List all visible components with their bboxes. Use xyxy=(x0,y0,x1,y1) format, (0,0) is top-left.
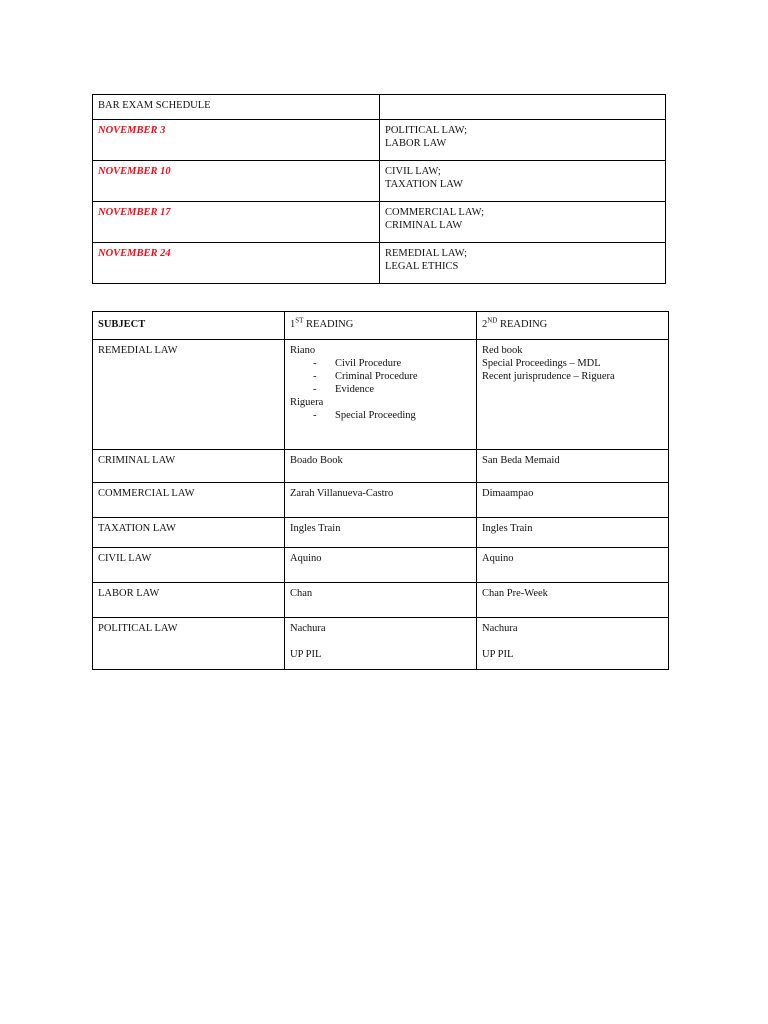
schedule-row xyxy=(93,120,666,161)
reading-item: Recent jurisprudence – Riguera xyxy=(482,371,615,382)
exam-subject: LABOR LAW xyxy=(385,138,447,149)
exam-date: NOVEMBER 24 xyxy=(98,248,171,259)
second-reading-cell xyxy=(477,618,669,670)
reading-item: UP PIL xyxy=(290,649,322,660)
schedule-header-empty-cell xyxy=(380,95,666,120)
topic-item: - Criminal Procedure xyxy=(313,371,418,382)
reading-item: UP PIL xyxy=(482,649,514,660)
subject-cell: POLITICAL LAW xyxy=(93,618,285,670)
reading-row-civil-law xyxy=(93,548,669,583)
exam-date: NOVEMBER 3 xyxy=(98,125,166,136)
reading-item: Special Proceedings – MDL xyxy=(482,358,601,369)
first-reading-cell: Boado Book xyxy=(285,450,477,483)
second-reading-cell: Dimaampao xyxy=(477,483,669,518)
reading-row-commercial-law xyxy=(93,483,669,518)
exam-date: NOVEMBER 17 xyxy=(98,207,171,218)
schedule-row xyxy=(93,161,666,202)
exam-subject: POLITICAL LAW; xyxy=(385,125,468,136)
exam-subject: CIVIL LAW; xyxy=(385,166,441,177)
reading-item: Nachura xyxy=(482,623,518,634)
reading-row-remedial-law xyxy=(93,340,669,450)
subject-cell: LABOR LAW xyxy=(93,583,285,618)
reading-row-political-law xyxy=(93,618,669,670)
schedule-header-row xyxy=(93,95,666,120)
reading-row-labor-law xyxy=(93,583,669,618)
second-reading-column-header: 2ND READING xyxy=(477,312,669,340)
subject-cell: CRIMINAL LAW xyxy=(93,450,285,483)
first-reading-cell: Ingles Train xyxy=(285,518,477,548)
exam-subject: CRIMINAL LAW xyxy=(385,220,463,231)
schedule-row xyxy=(93,202,666,243)
first-reading-cell: Zarah Villanueva-Castro xyxy=(285,483,477,518)
topic-list xyxy=(290,409,471,422)
topic-list xyxy=(290,357,471,396)
exam-subject: COMMERCIAL LAW; xyxy=(385,207,485,218)
subject-cell: TAXATION LAW xyxy=(93,518,285,548)
schedule-title: BAR EXAM SCHEDULE xyxy=(93,95,380,120)
first-reading-cell xyxy=(285,340,477,450)
author-name: Riguera xyxy=(290,397,324,408)
second-reading-cell xyxy=(477,340,669,450)
reading-item: Nachura xyxy=(290,623,326,634)
first-reading-column-header: 1ST READING xyxy=(285,312,477,340)
exam-subject: REMEDIAL LAW; xyxy=(385,248,468,259)
first-reading-cell xyxy=(285,618,477,670)
second-reading-cell: San Beda Memaid xyxy=(477,450,669,483)
exam-subject: LEGAL ETHICS xyxy=(385,261,459,272)
second-reading-cell: Aquino xyxy=(477,548,669,583)
subject-column-header: SUBJECT xyxy=(98,319,146,330)
reading-row-criminal-law xyxy=(93,450,669,483)
second-reading-cell: Chan Pre-Week xyxy=(477,583,669,618)
first-reading-cell: Chan xyxy=(285,583,477,618)
second-reading-cell: Ingles Train xyxy=(477,518,669,548)
subject-cell: CIVIL LAW xyxy=(93,548,285,583)
topic-item: - Special Proceeding xyxy=(313,410,416,421)
subject-cell: COMMERCIAL LAW xyxy=(93,483,285,518)
exam-date: NOVEMBER 10 xyxy=(98,166,171,177)
reading-row-taxation-law xyxy=(93,518,669,548)
reading-header-row xyxy=(93,312,669,340)
reading-item: Red book xyxy=(482,345,523,356)
author-name: Riano xyxy=(290,345,316,356)
topic-item: - Evidence xyxy=(313,384,375,395)
topic-item: - Civil Procedure xyxy=(313,358,402,369)
first-reading-cell: Aquino xyxy=(285,548,477,583)
exam-subject: TAXATION LAW xyxy=(385,179,463,190)
schedule-row xyxy=(93,243,666,284)
bar-exam-schedule-table xyxy=(92,94,666,284)
reading-materials-table xyxy=(92,311,669,670)
subject-cell: REMEDIAL LAW xyxy=(93,340,285,450)
